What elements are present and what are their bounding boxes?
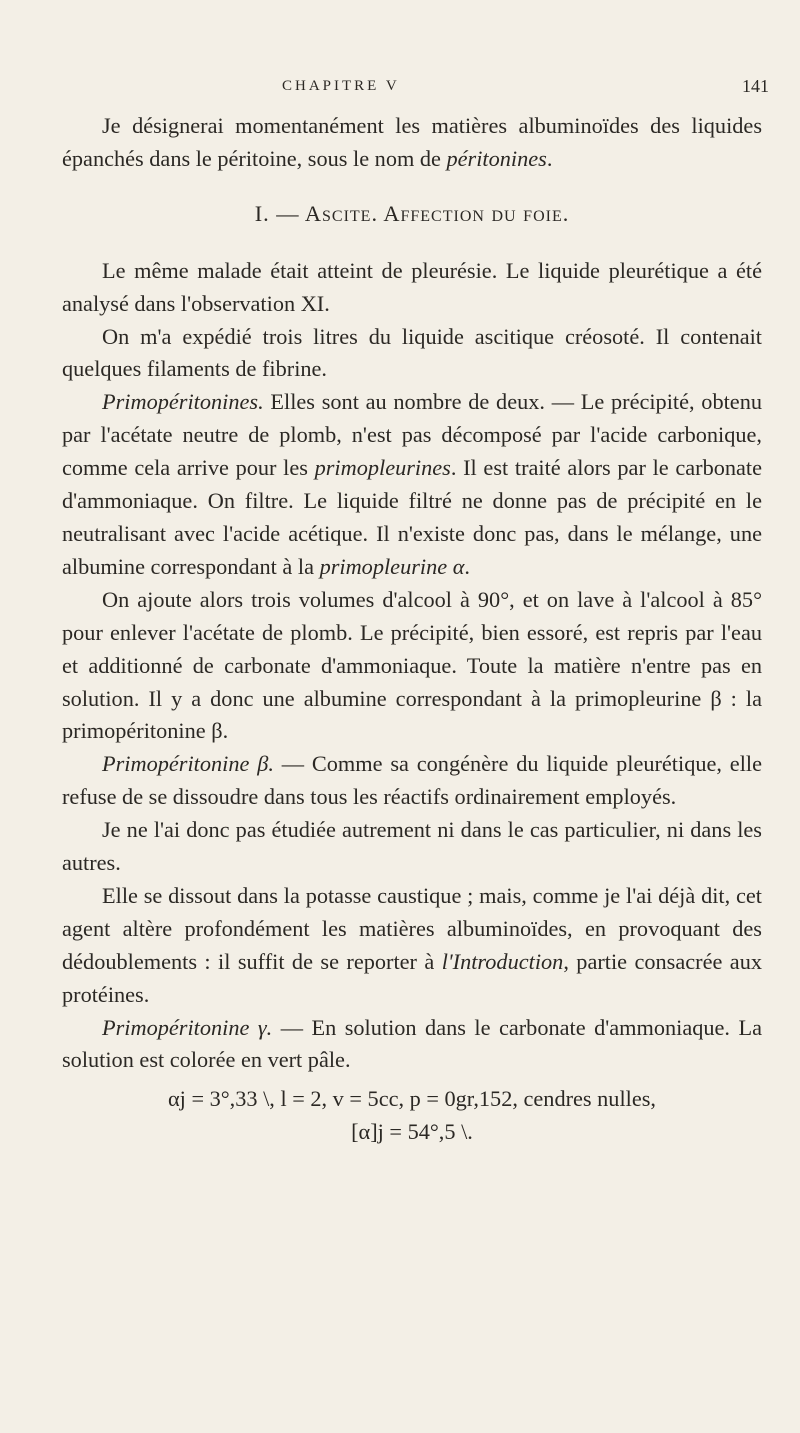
heading-primoperitonines: Primopéritonines.	[102, 389, 264, 415]
chapter-heading: CHAPITRE V	[282, 78, 400, 94]
heading-primoperitonine-beta: Primopéritonine β.	[102, 751, 274, 777]
formula-line-1: αj = 3°,33 \, l = 2, v = 5cc, p = 0gr,152, cendres nulles,	[168, 1086, 656, 1112]
section-title: I. — Ascite. Affection du foie.	[254, 200, 570, 226]
page-body	[62, 110, 762, 1149]
page-header	[0, 78, 800, 102]
heading-primoperitonine-gamma: Primopéritonine γ.	[102, 1014, 273, 1040]
term-peritonines: péritonines	[446, 145, 547, 171]
formula-line-2: [α]j = 54°,5 \.	[351, 1119, 473, 1145]
paragraph-non-etudiee: Je ne l'ai donc pas étudiée autrement ni dans le cas particulier, ni dans les autres.	[62, 817, 762, 876]
paragraph-primoperitonine-gamma: Primopéritonine γ. — En solution dans le carbonate d'ammoniaque. La solution est colorée en vert pâle.	[62, 1014, 762, 1073]
paragraph-primoperitonines: Primopéritonines. Elles sont au nombre de deux. — Le précipité, obtenu par l'acétate neutre de plomb, n'est pas décomposé par l'acide carbonique, comme cela arrive pour les primopleurines. Il est traité alors par le carbonate d'ammoniaque. On filtre. Le liquide filtré ne donne pas de précipité en le neutralisant avec l'acide acétique. Il n'existe donc pas, dans le mélange, une albumine correspondant à la primopleurine α.	[62, 389, 762, 579]
page-number: 141	[742, 76, 769, 96]
paragraph-potasse: Elle se dissout dans la potasse caustique ; mais, comme je l'ai déjà dit, cet agent altère profondément les matières albuminoïdes, en provoquant des dédoublements : il suffit de se reporter à l'Introduction, partie consacrée aux protéines.	[62, 882, 762, 1007]
paragraph-malade: Le même malade était atteint de pleurésie. Le liquide pleurétique a été analysé dans l'observation XI.	[62, 257, 762, 316]
paragraph-primoperitonine-beta: Primopéritonine β. — Comme sa congénère du liquide pleurétique, elle refuse de se dissoudre dans tous les réactifs ordinairement employés.	[62, 751, 762, 810]
paragraph-intro: Je désignerai momentanément les matières albuminoïdes des liquides épanchés dans le péritoine, sous le nom de péritonines.	[62, 113, 762, 171]
formula-block	[62, 1083, 762, 1149]
paragraph-liquide: On m'a expédié trois litres du liquide ascitique créosoté. Il contenait quelques filaments de fibrine.	[62, 323, 762, 382]
paragraph-alcool: On ajoute alors trois volumes d'alcool à 90°, et on lave à l'alcool à 85° pour enlever l'acétate de plomb. Le précipité, bien essoré, est repris par l'eau et additionné de carbonate d'ammoniaque. Toute la matière n'entre pas en solution. Il y a donc une albumine correspondant à la primopleurine β : la primopéritonine β.	[62, 586, 762, 744]
